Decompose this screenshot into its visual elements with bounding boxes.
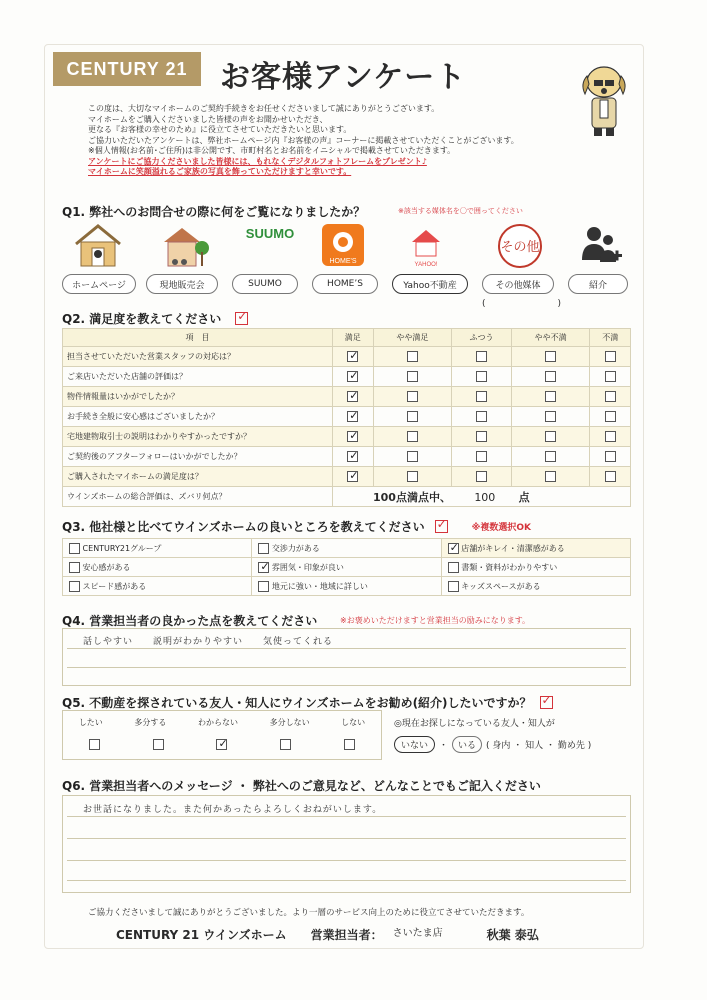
q3-note: ※複数選択OK	[471, 523, 531, 533]
ruled-line	[67, 648, 626, 649]
q2-col-satisfied: 満足	[333, 329, 374, 347]
q1-option-homes[interactable]: HOME’S	[312, 274, 378, 294]
table-row-total	[63, 487, 631, 507]
q1-other-paren: ( )	[482, 299, 562, 309]
q2-row-label: ご購入されたマイホームの満足度は？	[63, 467, 333, 487]
q6-title: Q6. 営業担当者へのメッセージ ・ 弊社へのご意見など、どんなことでもご記入ください	[62, 779, 541, 793]
q2-checkbox[interactable]	[476, 431, 487, 442]
q2-checkbox[interactable]	[347, 431, 358, 442]
intro-red-line: アンケートにご協力くださいました皆様には、もれなくデジタルフォトフレームをプレゼント♪	[88, 156, 427, 166]
q2-checkbox[interactable]	[605, 411, 616, 422]
q1-option-yahoo-selected[interactable]: Yahoo不動産	[392, 274, 468, 294]
q2-checkbox[interactable]	[605, 431, 616, 442]
q5-friends-detail: ( 身内 ・ 知人 ・ 勤め先 )	[486, 741, 592, 751]
q2-checkbox[interactable]	[347, 371, 358, 382]
q2-row-label: ご契約後のアフターフォローはいかがでしたか？	[63, 447, 333, 467]
q2-total-suffix: 点	[518, 490, 530, 504]
q2-checkbox[interactable]	[407, 451, 418, 462]
q2-checkbox[interactable]	[407, 351, 418, 362]
q3-option[interactable]	[63, 577, 252, 596]
q3-option-label: キッズスペースがある	[461, 581, 541, 591]
q3-checkbox[interactable]	[258, 543, 269, 554]
q2-checkbox[interactable]	[347, 471, 358, 482]
q2-checkbox[interactable]	[545, 431, 556, 442]
q3-option[interactable]	[63, 539, 252, 558]
footer-staff-name: 秋葉 泰弘	[486, 928, 539, 942]
table-row	[63, 387, 631, 407]
q3-checkbox[interactable]	[258, 581, 269, 592]
table-row	[63, 427, 631, 447]
q2-checkbox[interactable]	[605, 351, 616, 362]
red-check-icon	[235, 312, 248, 325]
q5-option-label: 多分しない	[269, 718, 310, 727]
q1-title: Q1. 弊社へのお問合せの際に何をご覧になりましたか？	[62, 205, 366, 219]
red-check-icon	[540, 696, 553, 709]
q3-option-label: 書類・資料がわかりやすい	[461, 562, 558, 572]
q6-answer-text: お世話になりました。また何かあったらよろしくおねがいします。	[83, 805, 383, 815]
q3-option[interactable]	[63, 558, 252, 577]
table-row	[63, 347, 631, 367]
intro-line: 更なる『お客様の幸せのため』に役立てさせていただきたいと思います。	[88, 125, 352, 134]
q3-option-label: 地元に強い・地域に詳しい	[271, 581, 368, 591]
q2-checkbox[interactable]	[407, 471, 418, 482]
q4-title: Q4. 営業担当者の良かった点を教えてください	[62, 614, 318, 628]
q6-answer-box[interactable]	[62, 795, 631, 893]
q1-option-referral[interactable]: 紹介	[568, 274, 628, 294]
q2-checkbox[interactable]	[407, 431, 418, 442]
q2-checkbox[interactable]	[605, 451, 616, 462]
q3-checkbox[interactable]	[448, 562, 459, 573]
q2-row-label: 宅地建物取引士の説明はわかりやすかったですか？	[63, 427, 333, 447]
q3-checkbox[interactable]	[69, 581, 80, 592]
ruled-line	[67, 880, 626, 881]
q2-checkbox[interactable]	[476, 391, 487, 402]
q5-checkbox[interactable]	[216, 739, 227, 750]
q1-note: ※該当する媒体名を〇で囲ってください	[398, 207, 523, 215]
q2-header	[62, 310, 248, 327]
q2-checkbox[interactable]	[476, 351, 487, 362]
q3-options-grid	[62, 538, 631, 596]
q5-friends-row: いない ・ いる ( 身内 ・ 知人 ・ 勤め先 )	[394, 736, 591, 753]
ruled-line	[67, 667, 626, 668]
q2-satisfaction-table	[62, 328, 631, 507]
yahoo-logo-text: YAHOO!	[414, 262, 438, 268]
q2-title: Q2. 満足度を教えてください	[62, 312, 222, 326]
q3-option-label: CENTURY21グループ	[82, 543, 162, 553]
footer-staff-label: 営業担当者：	[310, 928, 383, 942]
q2-checkbox[interactable]	[545, 451, 556, 462]
q5-friends-yes[interactable]: いる	[452, 736, 482, 753]
q2-checkbox[interactable]	[407, 411, 418, 422]
q5-checkbox[interactable]	[153, 739, 164, 750]
q3-option-label: 店舗がキレイ・清潔感がある	[461, 543, 565, 553]
ruled-line	[67, 838, 626, 839]
yahoo-realestate-icon	[404, 224, 448, 268]
q5-friends-label: ◎現在お探しになっている友人・知人が	[394, 719, 555, 729]
q2-checkbox[interactable]	[605, 391, 616, 402]
homes-logo-icon	[320, 222, 366, 268]
table-row	[63, 467, 631, 487]
q2-total-prefix: 100点満点中、	[373, 490, 451, 504]
q3-option[interactable]	[441, 558, 630, 577]
red-check-icon	[435, 520, 448, 533]
q1-option-homepage[interactable]: ホームページ	[62, 274, 136, 294]
q3-title: Q3. 他社様と比べてウインズホームの良いところを教えてください	[62, 520, 425, 534]
q5-option-label: わからない	[197, 718, 238, 727]
q3-option[interactable]	[441, 577, 630, 596]
intro-line: この度は、大切なマイホームのご契約手続きをお任せくださいまして誠にありがとうございます。	[88, 104, 440, 113]
century21-logo: CENTURY 21	[53, 52, 201, 86]
table-row	[63, 447, 631, 467]
q2-checkbox[interactable]	[545, 351, 556, 362]
house-icon	[72, 222, 124, 270]
q3-option-label: 交渉力がある	[271, 543, 320, 553]
intro-line: ※個人情報(お名前･ご住所)は非公開です、市町村名とお名前をイニシャルで掲載させていただきます。	[88, 146, 456, 155]
q2-checkbox[interactable]	[545, 411, 556, 422]
q2-checkbox[interactable]	[545, 371, 556, 382]
q2-col-somewhat-satisfied: やや満足	[373, 329, 452, 347]
q3-option[interactable]	[441, 539, 630, 558]
page-title: お客様アンケート	[220, 60, 467, 95]
intro-line: マイホームをご購入くださいました皆様の声をお聞かせいただき、	[88, 114, 328, 124]
q2-row-label: お手続き全般に安心感はございましたか？	[63, 407, 333, 427]
q3-option-label: 雰囲気・印象が良い	[271, 562, 344, 572]
q3-checkbox[interactable]	[448, 543, 459, 554]
table-row	[63, 407, 631, 427]
q2-total-value[interactable]: 100	[474, 490, 496, 504]
q2-checkbox[interactable]	[476, 471, 487, 482]
q2-checkbox[interactable]	[407, 371, 418, 382]
intro-red-line: マイホームに笑顔溢れるご家族の写真を飾っていただけますと幸いです。	[88, 167, 352, 176]
q5-option-label: しない	[341, 718, 366, 727]
q2-checkbox[interactable]	[347, 351, 358, 362]
ruled-line	[67, 816, 626, 817]
q5-options-box	[62, 710, 382, 760]
q2-checkbox[interactable]	[476, 371, 487, 382]
q4-note: ※お褒めいただけますと営業担当の励みになります。	[340, 616, 531, 625]
q1-option-suumo[interactable]: SUUMO	[232, 274, 298, 294]
q4-answer-text: 話しやすい 説明がわかりやすい 気使ってくれる	[83, 637, 334, 647]
q2-checkbox[interactable]	[605, 471, 616, 482]
q2-col-somewhat-dissatisfied: やや不満	[511, 329, 590, 347]
mascot-dog-icon	[576, 62, 632, 138]
q5-friends-no-circled[interactable]: いない	[394, 736, 435, 753]
q3-checkbox[interactable]	[69, 543, 80, 554]
q2-checkbox[interactable]	[545, 391, 556, 402]
ruled-line	[67, 860, 626, 861]
q5-option-label: したい	[78, 718, 103, 727]
q2-total-label: ウインズホームの総合評価は、ズバリ何点？	[63, 487, 333, 507]
suumo-logo-icon: SUUMO	[245, 226, 295, 241]
q3-checkbox[interactable]	[69, 562, 80, 573]
q2-checkbox[interactable]	[545, 471, 556, 482]
table-row	[63, 367, 631, 387]
other-media-icon-text: その他	[500, 240, 540, 255]
q2-col-item: 項 目	[63, 329, 333, 347]
q3-checkbox[interactable]	[448, 581, 459, 592]
footer-branch: さいたま店	[392, 928, 443, 939]
q2-checkbox[interactable]	[347, 451, 358, 462]
q5-checkbox[interactable]	[89, 739, 100, 750]
q5-checkbox[interactable]	[344, 739, 355, 750]
footer-signature	[116, 926, 539, 943]
q2-checkbox[interactable]	[407, 391, 418, 402]
referral-icon	[578, 222, 624, 268]
q5-title: Q5. 不動産を探されている友人・知人にウインズホームをお勧め(紹介)したいですか？	[62, 696, 532, 710]
q2-checkbox[interactable]	[605, 371, 616, 382]
q3-checkbox[interactable]	[258, 562, 269, 573]
q3-option[interactable]	[252, 539, 441, 558]
footer-company: CENTURY 21 ウインズホーム	[116, 928, 287, 942]
q2-row-label: 担当させていただいた営業スタッフの対応は？	[63, 347, 333, 367]
q2-checkbox[interactable]	[347, 391, 358, 402]
q3-header	[62, 518, 531, 535]
q2-col-dissatisfied: 不満	[590, 329, 631, 347]
q3-option[interactable]	[252, 558, 441, 577]
q2-total-score	[333, 487, 631, 507]
q2-checkbox[interactable]	[476, 451, 487, 462]
q2-col-neutral: ふつう	[452, 329, 512, 347]
q1-option-other[interactable]: その他媒体	[482, 274, 554, 294]
intro-line: ご協力いただいたアンケートは、弊社ホームページ内『お客様の声』コーナーに掲載させていただくことがございます。	[88, 135, 519, 145]
q3-option-label: 安心感がある	[82, 562, 131, 572]
intro-text	[88, 104, 568, 178]
q4-answer-box[interactable]	[62, 628, 631, 686]
homes-logo-text: HOME'S	[329, 258, 357, 265]
other-media-icon	[496, 222, 544, 270]
q5-header	[62, 694, 553, 711]
q1-option-open-house[interactable]: 現地販売会	[146, 274, 218, 294]
q5-option-label: 多分する	[134, 718, 167, 727]
q2-checkbox[interactable]	[476, 411, 487, 422]
q5-checkbox[interactable]	[280, 739, 291, 750]
footer-thanks: ご協力くださいまして誠にありがとうございました。より一層のサービス向上のために役立てさせていただきます。	[88, 908, 530, 918]
open-house-icon	[158, 222, 210, 270]
q2-row-label: ご来店いただいた店舗の評価は？	[63, 367, 333, 387]
q2-checkbox[interactable]	[347, 411, 358, 422]
q1-media-options	[62, 220, 631, 309]
q3-option[interactable]	[252, 577, 441, 596]
q3-option-label: スピード感がある	[82, 581, 147, 591]
q2-row-label: 物件情報量はいかがでしたか？	[63, 387, 333, 407]
